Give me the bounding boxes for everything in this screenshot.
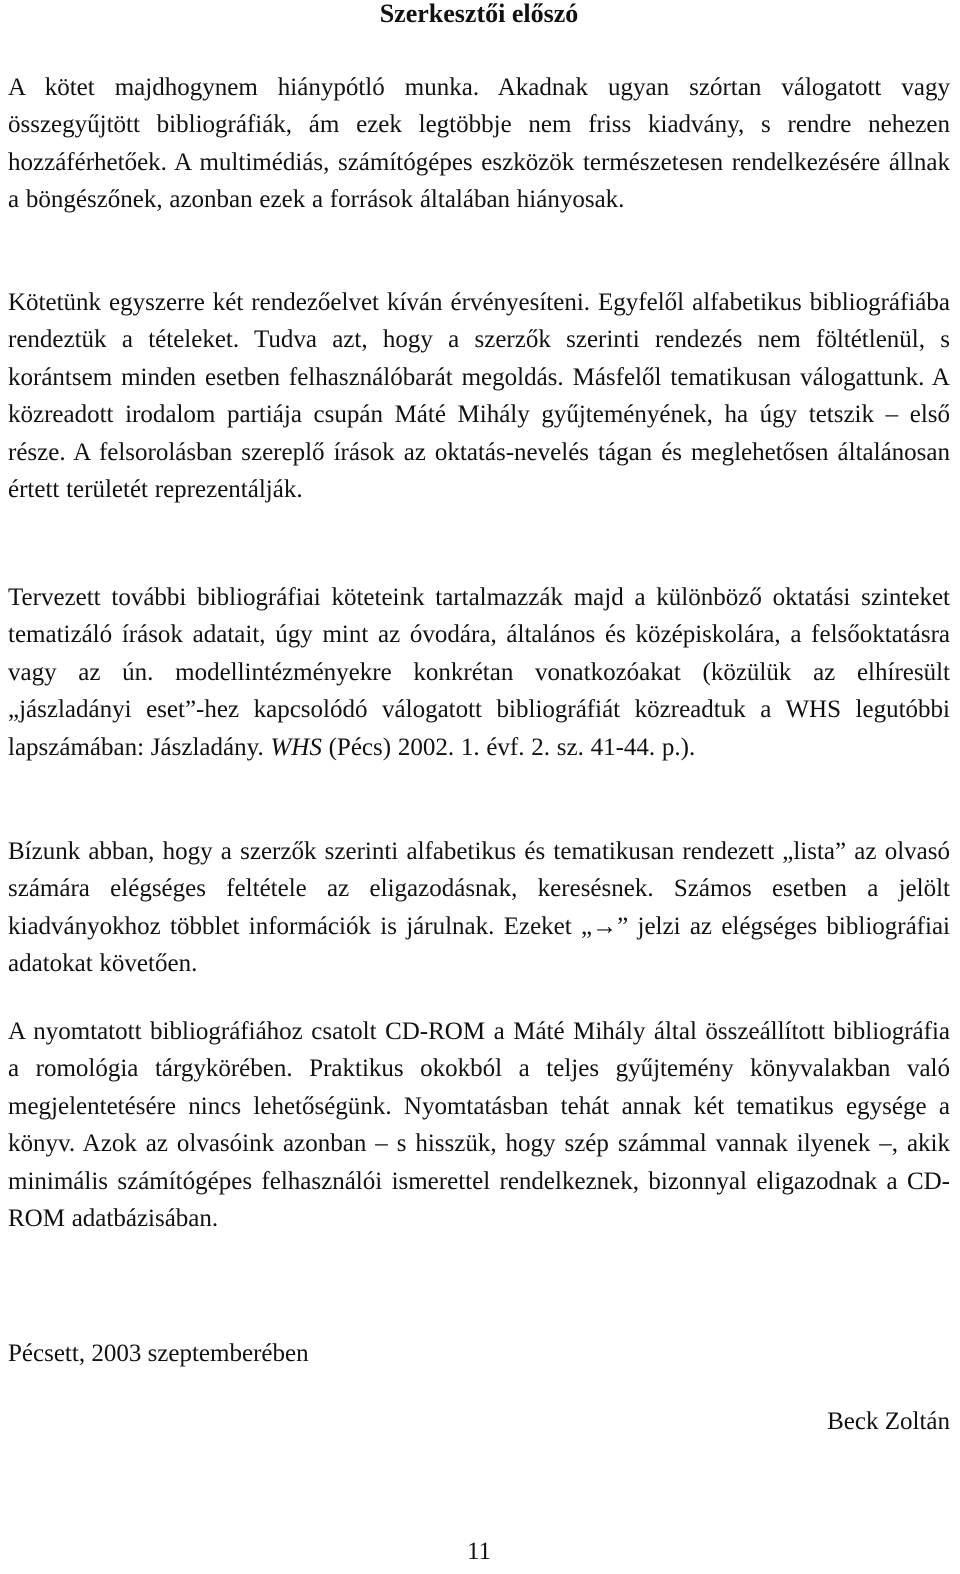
paragraph-3-journal-title: WHS (270, 733, 322, 761)
paragraph-4: Bízunk abban, hogy a szerzők szerinti alfabetikus és tematikusan rendezett „lista” az olvasó számára elégséges feltétele az eligazodásnak, keresésnek. Számos esetben a jelölt kiadványokhoz többlet információk is járulnak. Ezeket „→” jelzi az elégséges bibliográfiai adatokat követően. (8, 838, 950, 978)
page-number: 11 (466, 1538, 492, 1565)
document-page (8, 0, 950, 1574)
paragraph-2: Kötetünk egyszerre két rendezőelvet kíván érvényesíteni. Egyfelől alfabetikus bibliográfiába rendeztük a tételeket. Tudva azt, hogy a szerzők szerinti rendezés nem föltétlenül, s korántsem minden esetben felhasználóbarát megoldás. Másfelől tematikusan válogattunk. A közreadott irodalom partiája csupán Máté Mihály gyűjteményének, ha úgy tetszik – első része. A felsorolásban szereplő írások az oktatás-nevelés tágan és meglehetősen általánosan értett területét reprezentálják. (8, 289, 950, 504)
page-title: Szerkesztői előszó (379, 0, 579, 28)
paragraph-5: A nyomtatott bibliográfiához csatolt CD-ROM a Máté Mihály által összeállított bibliográfia a romológia tárgykörében. Praktikus okokból a teljes gyűjtemény könyvalakban való megjelentetésére nincs lehetőségünk. Nyomtatásban tehát annak két tematikus egysége a könyv. Azok az olvasóink azonban – s hisszük, hogy szép számmal vannak ilyenek –, akik minimális számítógépes felhasználói ismerettel rendelkeznek, bizonnyal eligazodnak a CD-ROM adatbázisában. (8, 1018, 950, 1233)
paragraph-3 (8, 579, 950, 766)
paragraph-3-text-end: (Pécs) 2002. 1. évf. 2. sz. 41-44. p.). (321, 733, 696, 761)
paragraph-3-text-start: Tervezett további bibliográfiai köteteink tartalmazzák majd a különböző oktatási szinteket tematizáló írások adatait, úgy mint az óvodára, általános és középiskolára, a felsőoktatásra vagy az ún. modellintézményekre konkrétan vonatkozóakat (közülük az elhíresült „jászladányi eset”-hez kapcsolódó válogatott bibliográfiát közreadtuk a WHS legutóbbi lapszámában: Jászladány. (8, 584, 950, 761)
paragraph-1: A kötet majdhogynem hiánypótló munka. Akadnak ugyan szórtan válogatott vagy összegyűjtött bibliográfiák, ám ezek legtöbbje nem friss kiadvány, s rendre nehezen hozzáférhetőek. A multimédiás, számítógépes eszközök természetesen rendelkezésére állnak a böngészőnek, azonban ezek a források általában hiányosak. (8, 74, 950, 214)
place-date: Pécsett, 2003 szeptemberében (8, 1340, 309, 1367)
author-signature: Beck Zoltán (827, 1408, 950, 1435)
